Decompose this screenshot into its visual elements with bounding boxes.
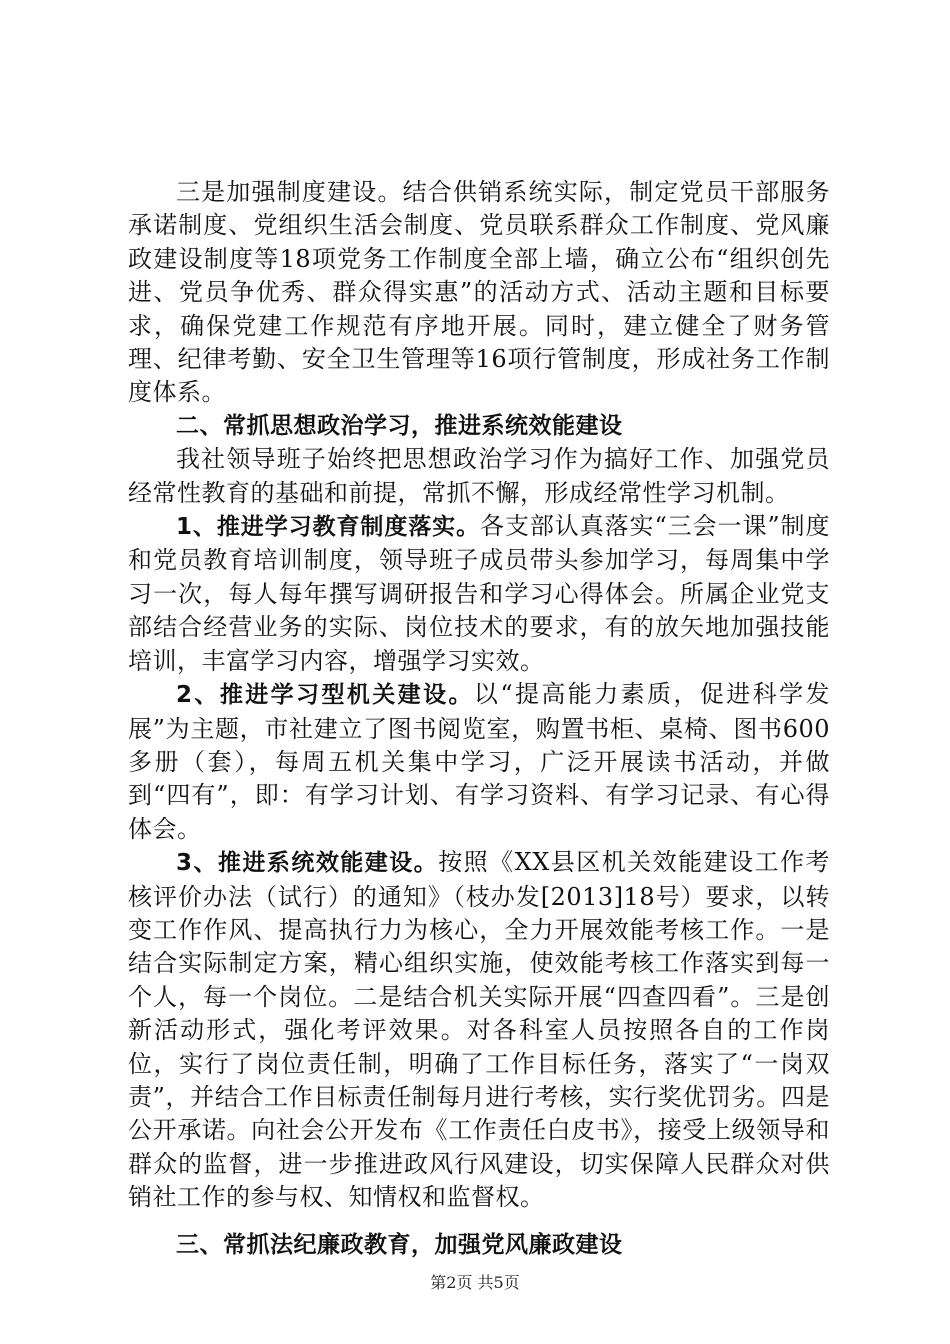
section-heading-3: 三、常抓法纪廉政教育，加强党风廉政建设	[176, 1231, 623, 1258]
section-heading-2: 二、常抓思想政治学习，推进系统效能建设	[176, 412, 623, 439]
item-1-lead: 1、推进学习教育制度落实。	[176, 514, 481, 541]
item-1-text: 各支部认真落实“三会一课”制度和党员教育培训制度，领导班子成员带头参加学习，每周集中学习一次，每人每年撰写调研报告和学习心得体会。所属企业党支部结合经营业务的实际、岗位技术的要求，有的放矢地加强技能培训，丰富学习内容，增强学习实效。	[128, 512, 830, 675]
item-3-text: 按照《XX县区机关效能建设工作考核评价办法（试行）的通知》（枝办发[2013]18号）要求，以转变工作作风、提高执行力为核心，全力开展效能考核工作。一是结合实际制定方案，精心组织实施，使效能考核工作落实到每一个人，每一个岗位。二是结合机关实际开展“四查四看”。三是创新活动形式，强化考评效果。对各科室人员按照各自的工作岗位，实行了岗位责任制，明确了工作目标任务，落实了“一岗双责”，并结合工作目标责任制每月进行考核，实行奖优罚劣。四是公开承诺。向社会公开发布《工作责任白皮书》，接受上级领导和群众的监督，进一步推进政风行风建设，切实保障人民群众对供销社工作的参与权、知情权和监督权。	[128, 848, 830, 1212]
item-2-text: 以“提高能力素质，促进科学发展”为主题，市社建立了图书阅览室，购置书柜、桌椅、图书600多册（套），每周五机关集中学习，广泛开展读书活动，并做到“四有”，即：有学习计划、有学习资料、有学习记录、有心得体会。	[128, 680, 830, 843]
page-number-footer: 第2页 共5页	[430, 1273, 520, 1292]
paragraph-study-item-2	[128, 678, 830, 846]
item-2-lead: 2、推进学习型机关建设。	[176, 682, 474, 709]
document-body	[128, 176, 830, 1262]
paragraph-study-item-3	[128, 846, 830, 1214]
item-3-lead: 3、推进系统效能建设。	[176, 850, 439, 877]
paragraph-study-intro: 我社领导班子始终把思想政治学习作为搞好工作、加强党员经常性教育的基础和前提，常抓不懈，形成经常性学习机制。	[128, 445, 830, 507]
paragraph-institution-building: 三是加强制度建设。结合供销系统实际，制定党员干部服务承诺制度、党组织生活会制度、党员联系群众工作制度、党风廉政建设制度等18项党务工作制度全部上墙，确立公布“组织创先进、党员争优秀、群众得实惠”的活动方式、活动主题和目标要求，确保党建工作规范有序地开展。同时，建立健全了财务管理、纪律考勤、安全卫生管理等16项行管制度，形成社务工作制度体系。	[128, 178, 830, 407]
paragraph-study-item-1	[128, 510, 830, 678]
